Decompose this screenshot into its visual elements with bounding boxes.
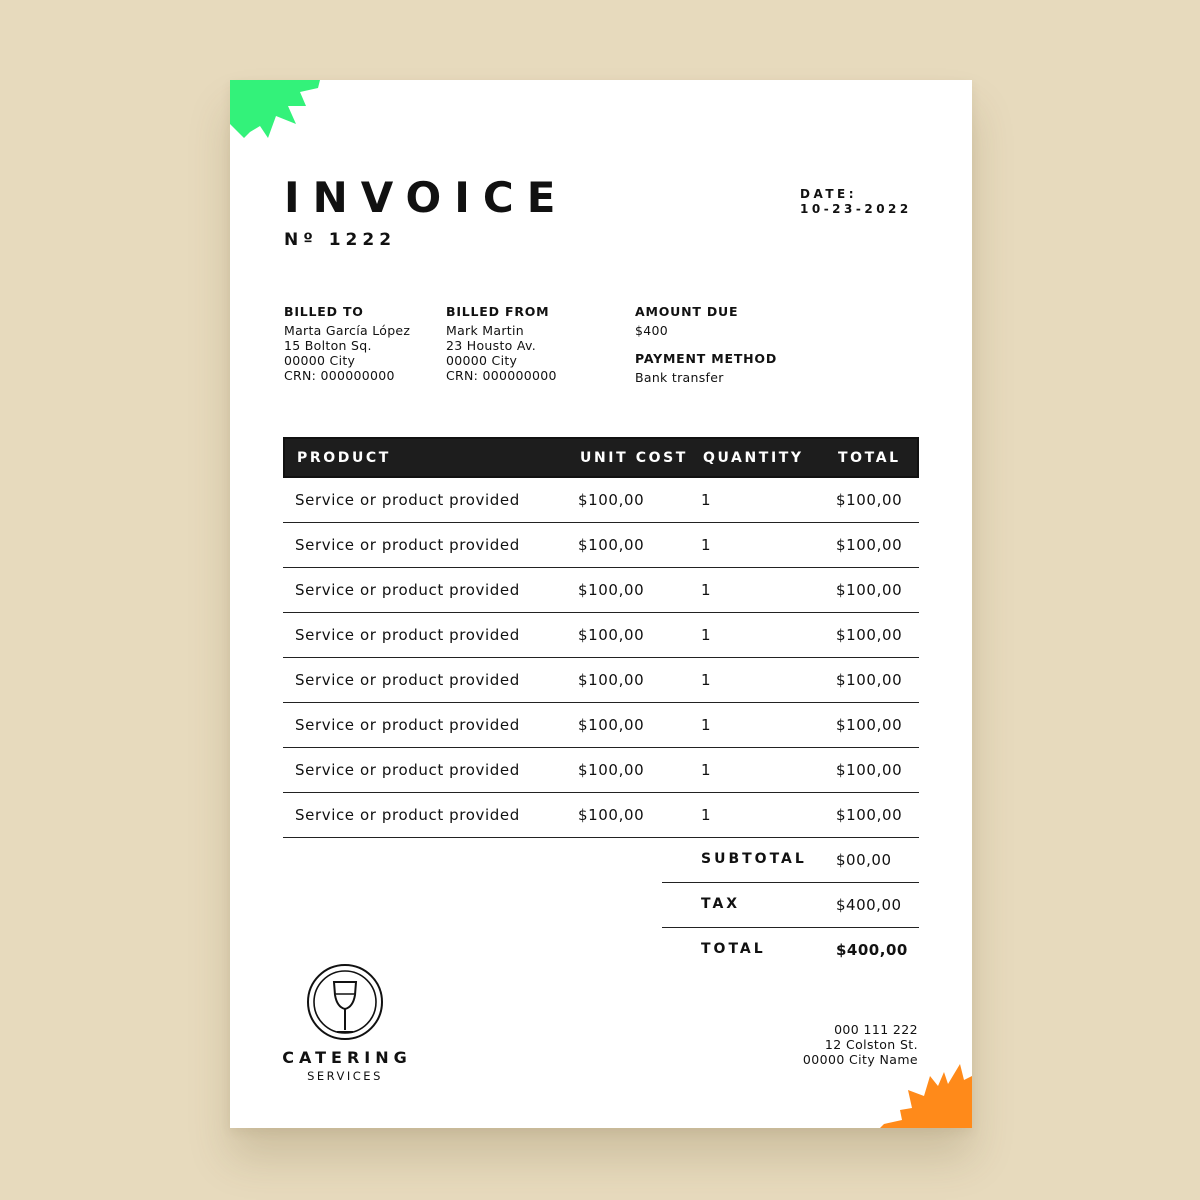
- cell-product: Service or product provided: [295, 626, 520, 644]
- cell-product: Service or product provided: [295, 761, 520, 779]
- table-row: [283, 793, 919, 838]
- payment-method-section: [635, 351, 777, 385]
- billed-from-name: Mark Martin: [446, 323, 524, 338]
- cell-quantity: 1: [701, 581, 712, 599]
- cell-quantity: 1: [701, 626, 712, 644]
- table-row: [283, 613, 919, 658]
- amount-due-value: $400: [635, 323, 669, 338]
- cell-product: Service or product provided: [295, 581, 520, 599]
- company-logo: [278, 962, 412, 1083]
- contact-info: [803, 1022, 918, 1067]
- cell-unit-cost: $100,00: [578, 536, 645, 554]
- header-unit-cost: UNIT COST: [580, 450, 688, 466]
- amount-due-heading: AMOUNT DUE: [635, 304, 739, 319]
- subtotal-label: SUBTOTAL: [701, 851, 807, 867]
- billed-to-crn: CRN: 000000000: [284, 368, 395, 383]
- invoice-number: Nº 1222: [284, 230, 397, 250]
- cell-quantity: 1: [701, 671, 712, 689]
- grand-total-label: TOTAL: [701, 941, 766, 957]
- cell-total: $100,00: [836, 536, 903, 554]
- cell-quantity: 1: [701, 761, 712, 779]
- header-total: TOTAL: [838, 450, 901, 466]
- cell-quantity: 1: [701, 716, 712, 734]
- green-star-decoration: [230, 80, 322, 152]
- billed-to-heading: BILLED TO: [284, 304, 364, 319]
- billed-to-section: [284, 304, 410, 383]
- cell-quantity: 1: [701, 491, 712, 509]
- logo-brand-name: CATERING: [282, 1048, 412, 1067]
- tax-label: TAX: [701, 896, 741, 912]
- items-table: [283, 437, 919, 838]
- cell-unit-cost: $100,00: [578, 716, 645, 734]
- billed-from-city: 00000 City: [446, 353, 518, 368]
- subtotal-row: [662, 838, 919, 883]
- amount-due-section: [635, 304, 738, 338]
- contact-street: 12 Colston St.: [824, 1037, 918, 1052]
- date-value: 10-23-2022: [800, 202, 912, 216]
- orange-star-decoration: [880, 1064, 972, 1128]
- cell-total: $100,00: [836, 581, 903, 599]
- invoice-sheet: [230, 80, 972, 1128]
- billed-from-heading: BILLED FROM: [446, 304, 550, 319]
- wine-glass-icon: [305, 962, 385, 1042]
- table-row: [283, 748, 919, 793]
- cell-unit-cost: $100,00: [578, 581, 645, 599]
- billed-to-name: Marta García López: [284, 323, 411, 338]
- cell-quantity: 1: [701, 806, 712, 824]
- date-block: [800, 187, 912, 217]
- billed-from-address: 23 Housto Av.: [446, 338, 537, 353]
- payment-method-value: Bank transfer: [635, 370, 724, 385]
- header-quantity: QUANTITY: [703, 450, 804, 466]
- cell-unit-cost: $100,00: [578, 671, 645, 689]
- invoice-title: INVOICE: [284, 173, 569, 222]
- tax-value: $400,00: [836, 896, 902, 914]
- cell-total: $100,00: [836, 626, 903, 644]
- table-row: [283, 703, 919, 748]
- table-row: [283, 658, 919, 703]
- cell-product: Service or product provided: [295, 671, 520, 689]
- billed-to-city: 00000 City: [284, 353, 356, 368]
- billed-from-section: [446, 304, 557, 383]
- tax-row: [662, 883, 919, 928]
- header-product: PRODUCT: [297, 450, 391, 466]
- date-label: DATE:: [800, 187, 857, 201]
- payment-method-heading: PAYMENT METHOD: [635, 351, 778, 366]
- cell-unit-cost: $100,00: [578, 806, 645, 824]
- table-row: [283, 478, 919, 523]
- billed-from-crn: CRN: 000000000: [446, 368, 557, 383]
- cell-product: Service or product provided: [295, 806, 520, 824]
- cell-total: $100,00: [836, 716, 903, 734]
- cell-product: Service or product provided: [295, 716, 520, 734]
- contact-city: 00000 City Name: [802, 1052, 918, 1067]
- cell-unit-cost: $100,00: [578, 491, 645, 509]
- cell-total: $100,00: [836, 761, 903, 779]
- cell-quantity: 1: [701, 536, 712, 554]
- logo-subtitle: SERVICES: [307, 1069, 383, 1083]
- cell-unit-cost: $100,00: [578, 626, 645, 644]
- cell-unit-cost: $100,00: [578, 761, 645, 779]
- cell-total: $100,00: [836, 806, 903, 824]
- cell-total: $100,00: [836, 671, 903, 689]
- billed-to-address: 15 Bolton Sq.: [284, 338, 372, 353]
- subtotal-value: $00,00: [836, 851, 892, 869]
- table-header: [283, 437, 919, 478]
- summary-block: [662, 838, 919, 972]
- contact-phone: 000 111 222: [834, 1022, 918, 1037]
- grand-total-row: [662, 928, 919, 972]
- table-row: [283, 523, 919, 568]
- table-row: [283, 568, 919, 613]
- cell-product: Service or product provided: [295, 491, 520, 509]
- cell-product: Service or product provided: [295, 536, 520, 554]
- table-body: [283, 478, 919, 838]
- grand-total-value: $400,00: [836, 941, 908, 959]
- cell-total: $100,00: [836, 491, 903, 509]
